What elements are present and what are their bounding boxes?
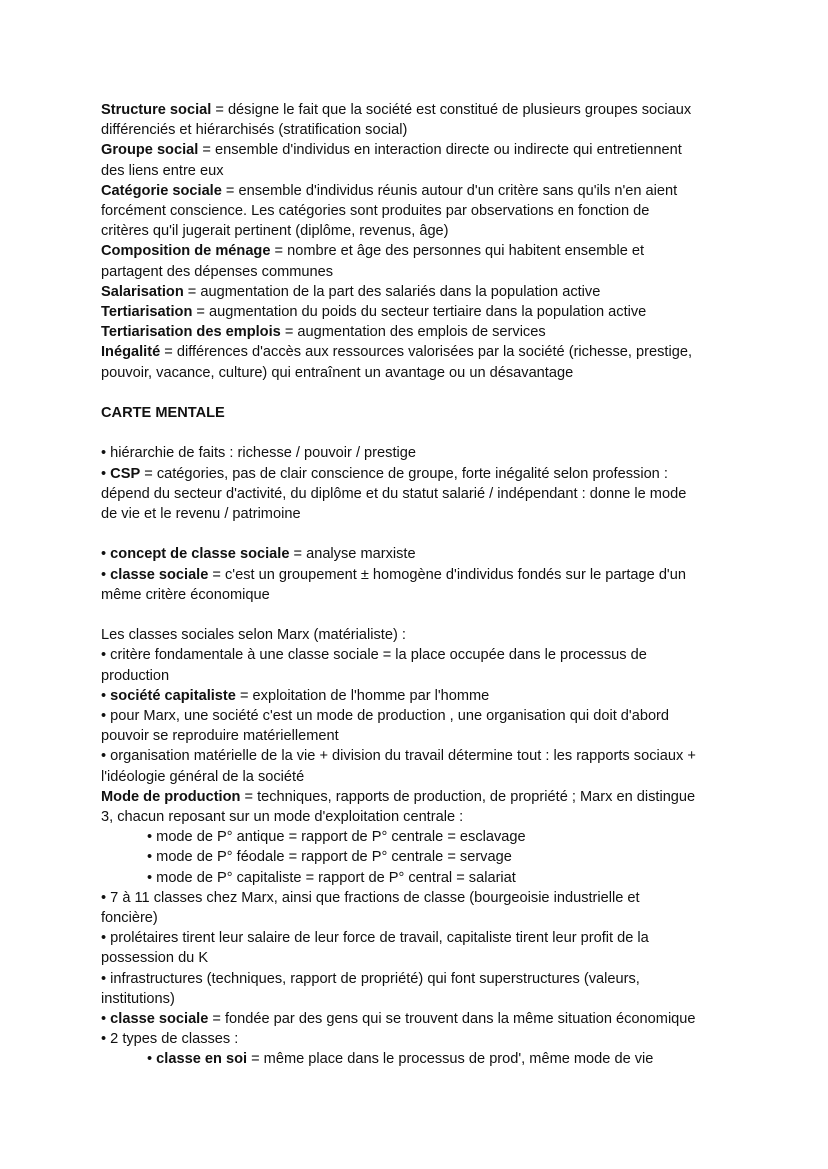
term: CSP	[110, 465, 141, 482]
definition-line	[101, 302, 741, 322]
definition-text: = augmentation du poids du secteur tertiaire dans la population active	[192, 304, 647, 321]
term: concept de classe sociale	[110, 546, 290, 563]
bullet-pour-marx-cont: pouvoir se reproduire matériellement	[101, 728, 339, 745]
definitions-section	[101, 100, 741, 383]
bullet-csp-cont: de vie et le revenu / patrimoine	[101, 506, 301, 523]
bullet-proletaires-cont: possession du K	[101, 950, 209, 967]
definition-text: = fondée par des gens qui se trouvent dans la même situation économique	[208, 1011, 696, 1028]
section-heading: CARTE MENTALE	[101, 405, 225, 422]
definition-line	[101, 282, 741, 302]
definition-continuation: pouvoir, vacance, culture) qui entraînent un avantage ou un désavantage	[101, 364, 574, 381]
term: société capitaliste	[110, 687, 236, 704]
bullet-mark: •	[101, 566, 111, 583]
definition-text: = augmentation des emplois de services	[280, 324, 546, 341]
definition-text: = ensemble d'individus en interaction directe ou indirecte qui entretiennent	[198, 142, 682, 159]
term: classe sociale	[110, 566, 209, 583]
marx-intro: Les classes sociales selon Marx (matérialiste) :	[101, 627, 406, 644]
bullet-organisation: • organisation matérielle de la vie + division du travail détermine tout : les rapports sociaux +	[101, 748, 696, 765]
document-body	[101, 100, 741, 1070]
definition-text: = même place dans le processus de prod', même mode de vie	[247, 1051, 654, 1068]
term: Catégorie sociale	[101, 182, 222, 199]
sub-bullet-mode: • mode de P° capitaliste = rapport de P° central = salariat	[147, 869, 516, 886]
definition-continuation: forcément conscience. Les catégories sont produites par observations en fonction de	[101, 203, 650, 220]
term: Groupe social	[101, 142, 199, 159]
definition-text: = c'est un groupement ± homogène d'individus fondés sur le partage d'un	[208, 566, 686, 583]
bullet-hierarchie: • hiérarchie de faits : richesse / pouvoir / prestige	[101, 445, 416, 462]
sub-bullet-mode: • mode de P° féodale = rapport de P° centrale = servage	[147, 849, 512, 866]
bullet-types-classes: • 2 types de classes :	[101, 1031, 239, 1048]
definition-text: = catégories, pas de clair conscience de groupe, forte inégalité selon profession :	[140, 465, 668, 482]
definition-continuation: critères qu'il jugerait pertinent (diplôme, revenus, âge)	[101, 223, 449, 240]
definition-line	[101, 140, 741, 160]
mode-de-production-cont: 3, chacun reposant sur un mode d'exploitation centrale :	[101, 809, 464, 826]
definition-text: = ensemble d'individus réunis autour d'un critère sans qu'ils n'en aient	[221, 182, 678, 199]
bullet-critere-cont: production	[101, 667, 170, 684]
bullet-classes-count: • 7 à 11 classes chez Marx, ainsi que fractions de classe (bourgeoisie industrielle et	[101, 889, 640, 906]
bullet-pour-marx: • pour Marx, une société c'est un mode de production , une organisation qui doit d'abord	[101, 708, 670, 725]
definition-line	[101, 342, 741, 362]
bullet-csp	[101, 464, 741, 484]
bullet-classe-sociale-marx	[101, 1009, 741, 1029]
bullet-mark: •	[101, 465, 111, 482]
mode-de-production	[101, 787, 741, 807]
definition-text: = différences d'accès aux ressources valorisées par la société (richesse, prestige,	[160, 344, 692, 361]
bullet-mark: •	[101, 1011, 111, 1028]
definition-line	[101, 100, 741, 120]
definition-line	[101, 241, 741, 261]
carte-mentale-section	[101, 443, 741, 605]
term: Composition de ménage	[101, 243, 271, 260]
definition-text: = analyse marxiste	[289, 546, 416, 563]
term: Structure social	[101, 102, 212, 118]
term: classe sociale	[110, 1011, 209, 1028]
bullet-classe-sociale	[101, 565, 741, 585]
marx-section	[101, 625, 741, 1069]
definition-continuation: différenciés et hiérarchisés (stratification social)	[101, 122, 408, 139]
term: classe en soi	[156, 1051, 248, 1068]
bullet-infrastructures-cont: institutions)	[101, 990, 175, 1007]
bullet-classes-count-cont: foncière)	[101, 910, 158, 927]
bullet-critere: • critère fondamentale à une classe sociale = la place occupée dans le processus de	[101, 647, 647, 664]
definition-text: = exploitation de l'homme par l'homme	[235, 687, 490, 704]
bullet-mark: •	[101, 546, 111, 563]
bullet-organisation-cont: l'idéologie général de la société	[101, 768, 305, 785]
definition-text: = techniques, rapports de production, de propriété ; Marx en distingue	[240, 788, 696, 805]
bullet-mark: •	[147, 1051, 157, 1068]
definition-continuation: des liens entre eux	[101, 162, 224, 179]
definition-line	[101, 322, 741, 342]
bullet-csp-cont: dépend du secteur d'activité, du diplôme et du statut salarié / indépendant : donne le mode	[101, 485, 687, 502]
bullet-infrastructures: • infrastructures (techniques, rapport de propriété) qui font superstructures (valeurs,	[101, 970, 640, 987]
bullet-concept	[101, 544, 741, 564]
bullet-societe	[101, 686, 741, 706]
definition-text: = augmentation de la part des salariés dans la population active	[183, 283, 601, 300]
definition-text: = nombre et âge des personnes qui habitent ensemble et	[270, 243, 645, 260]
definition-line	[101, 181, 741, 201]
term: Salarisation	[101, 283, 184, 300]
term: Mode de production	[101, 788, 241, 805]
bullet-mark: •	[101, 687, 111, 704]
term: Tertiarisation des emplois	[101, 324, 281, 341]
definition-text: = désigne le fait que la société est constitué de plusieurs groupes sociaux	[211, 102, 692, 118]
sub-bullet-mode: • mode de P° antique = rapport de P° centrale = esclavage	[147, 829, 526, 846]
term: Inégalité	[101, 344, 161, 361]
bullet-proletaires: • prolétaires tirent leur salaire de leur force de travail, capitaliste tirent leur profit de la	[101, 930, 649, 947]
term: Tertiarisation	[101, 304, 193, 321]
sub-bullet-classe-en-soi	[101, 1049, 741, 1069]
definition-continuation: partagent des dépenses communes	[101, 263, 334, 280]
bullet-classe-cont: même critère économique	[101, 586, 270, 603]
